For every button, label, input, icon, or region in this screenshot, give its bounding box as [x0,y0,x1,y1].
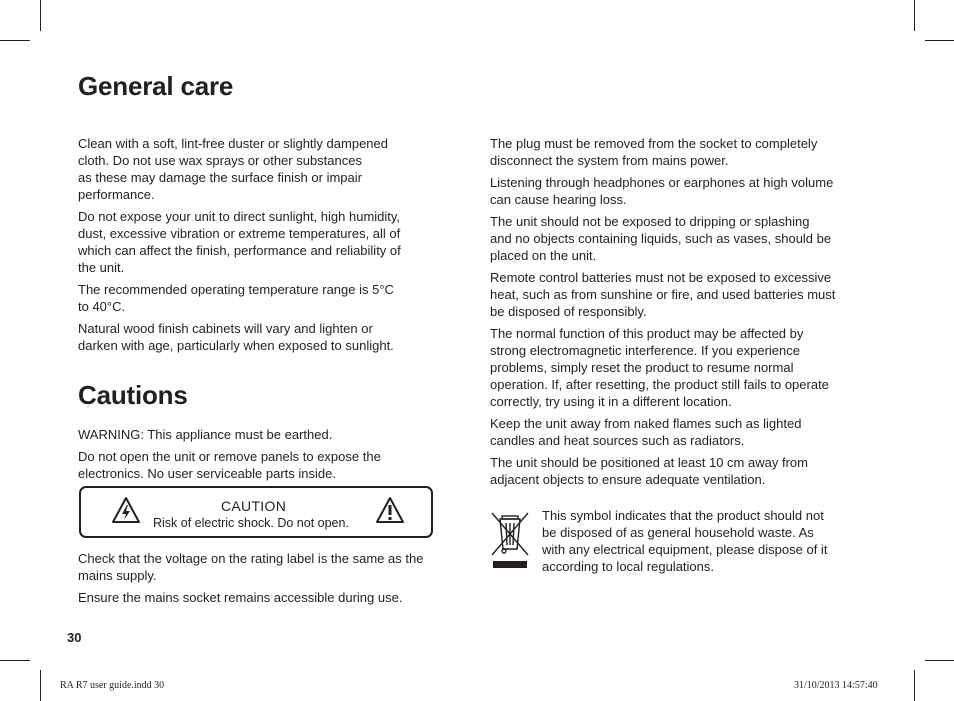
text-line: Remote control batteries must not be exposed to excessive [490,270,832,285]
text-line: The unit should not be exposed to dripping or splashing [490,214,810,229]
cautions-body-continued [78,550,458,611]
crop-mark [40,0,41,31]
crop-mark [914,0,915,31]
right-column-body [490,135,870,493]
cautions-body [78,426,458,487]
text-line: placed on the unit. [490,248,597,263]
paragraph [490,415,870,449]
weee-text [542,507,882,580]
text-line: Do not open the unit or remove panels to expose the [78,449,381,464]
paragraph [78,281,458,315]
text-line: Listening through headphones or earphones at high volume [490,175,834,190]
paragraph [78,320,458,354]
paragraph [78,550,458,584]
text-line: The plug must be removed from the socket to completely [490,136,818,151]
text-line: adjacent objects to ensure adequate ventilation. [490,472,766,487]
text-line: candles and heat sources such as radiators. [490,433,745,448]
caution-text: Risk of electric shock. Do not open. [153,516,349,530]
slug-timestamp: 31/10/2013 14:57:40 [794,680,878,691]
text-line: This symbol indicates that the product should not [542,508,824,523]
text-line: problems, simply reset the product to resume normal [490,360,794,375]
text-line: The unit should be positioned at least 10 cm away from [490,455,808,470]
crop-mark [914,670,915,701]
text-line: to 40°C. [78,299,126,314]
text-line: operation. If, after resetting, the product still fails to operate [490,377,829,392]
text-line: strong electromagnetic interference. If you experience [490,343,801,358]
text-line: electronics. No user serviceable parts inside. [78,466,336,481]
text-line: cloth. Do not use wax sprays or other substances [78,153,362,168]
electric-shock-warning-icon [111,496,141,524]
paragraph [78,589,458,606]
crop-mark [925,660,954,661]
paragraph [490,454,870,488]
text-line: WARNING: This appliance must be earthed. [78,427,333,442]
exclamation-warning-icon [375,496,405,524]
text-line: The normal function of this product may be affected by [490,326,804,341]
text-line: disconnect the system from mains power. [490,153,729,168]
paragraph [542,507,882,575]
text-line: The recommended operating temperature range is 5°C [78,282,394,297]
paragraph [490,213,870,264]
slug-filename: RA R7 user guide.indd 30 [60,680,165,691]
text-line: and no objects containing liquids, such as vases, should be [490,231,832,246]
text-line: according to local regulations. [542,559,714,574]
paragraph [78,208,458,276]
text-line: Keep the unit away from naked flames such as lighted [490,416,802,431]
weee-crossed-bin-icon [490,509,530,569]
text-line: correctly, try using it in a different location. [490,394,732,409]
text-line: mains supply. [78,568,157,583]
text-line: dust, excessive vibration or extreme temperatures, all of [78,226,401,241]
text-line: which can affect the finish, performance and reliability of [78,243,401,258]
paragraph [78,426,458,443]
text-line: with any electrical equipment, please dispose of it [542,542,828,557]
text-line: the unit. [78,260,125,275]
text-line: Natural wood finish cabinets will vary and lighten or [78,321,373,336]
paragraph [490,325,870,410]
crop-mark [925,40,954,41]
text-line: heat, such as from sunshine or fire, and used batteries must [490,287,836,302]
paragraph [490,269,870,320]
paragraph [490,174,870,208]
page-number: 30 [67,630,82,645]
crop-mark [40,670,41,701]
caution-box [79,486,433,538]
text-line: performance. [78,187,155,202]
caution-title: CAUTION [221,498,287,514]
text-line: darken with age, particularly when exposed to sunlight. [78,338,394,353]
text-line: Check that the voltage on the rating label is the same as the [78,551,424,566]
cautions-heading: Cautions [78,380,188,410]
crop-mark [0,660,30,661]
text-line: Do not expose your unit to direct sunlight, high humidity, [78,209,401,224]
text-line: Ensure the mains socket remains accessible during use. [78,590,403,605]
text-line: Clean with a soft, lint-free duster or slightly dampened [78,136,388,151]
text-line: be disposed of responsibly. [490,304,647,319]
general-care-body [78,135,458,359]
text-line: be disposed of as general household waste. As [542,525,814,540]
text-line: as these may damage the surface finish or impair [78,170,362,185]
general-care-heading: General care [78,71,234,101]
crop-mark [0,40,30,41]
paragraph [78,135,458,203]
text-line: can cause hearing loss. [490,192,627,207]
paragraph [490,135,870,169]
paragraph [78,448,458,482]
